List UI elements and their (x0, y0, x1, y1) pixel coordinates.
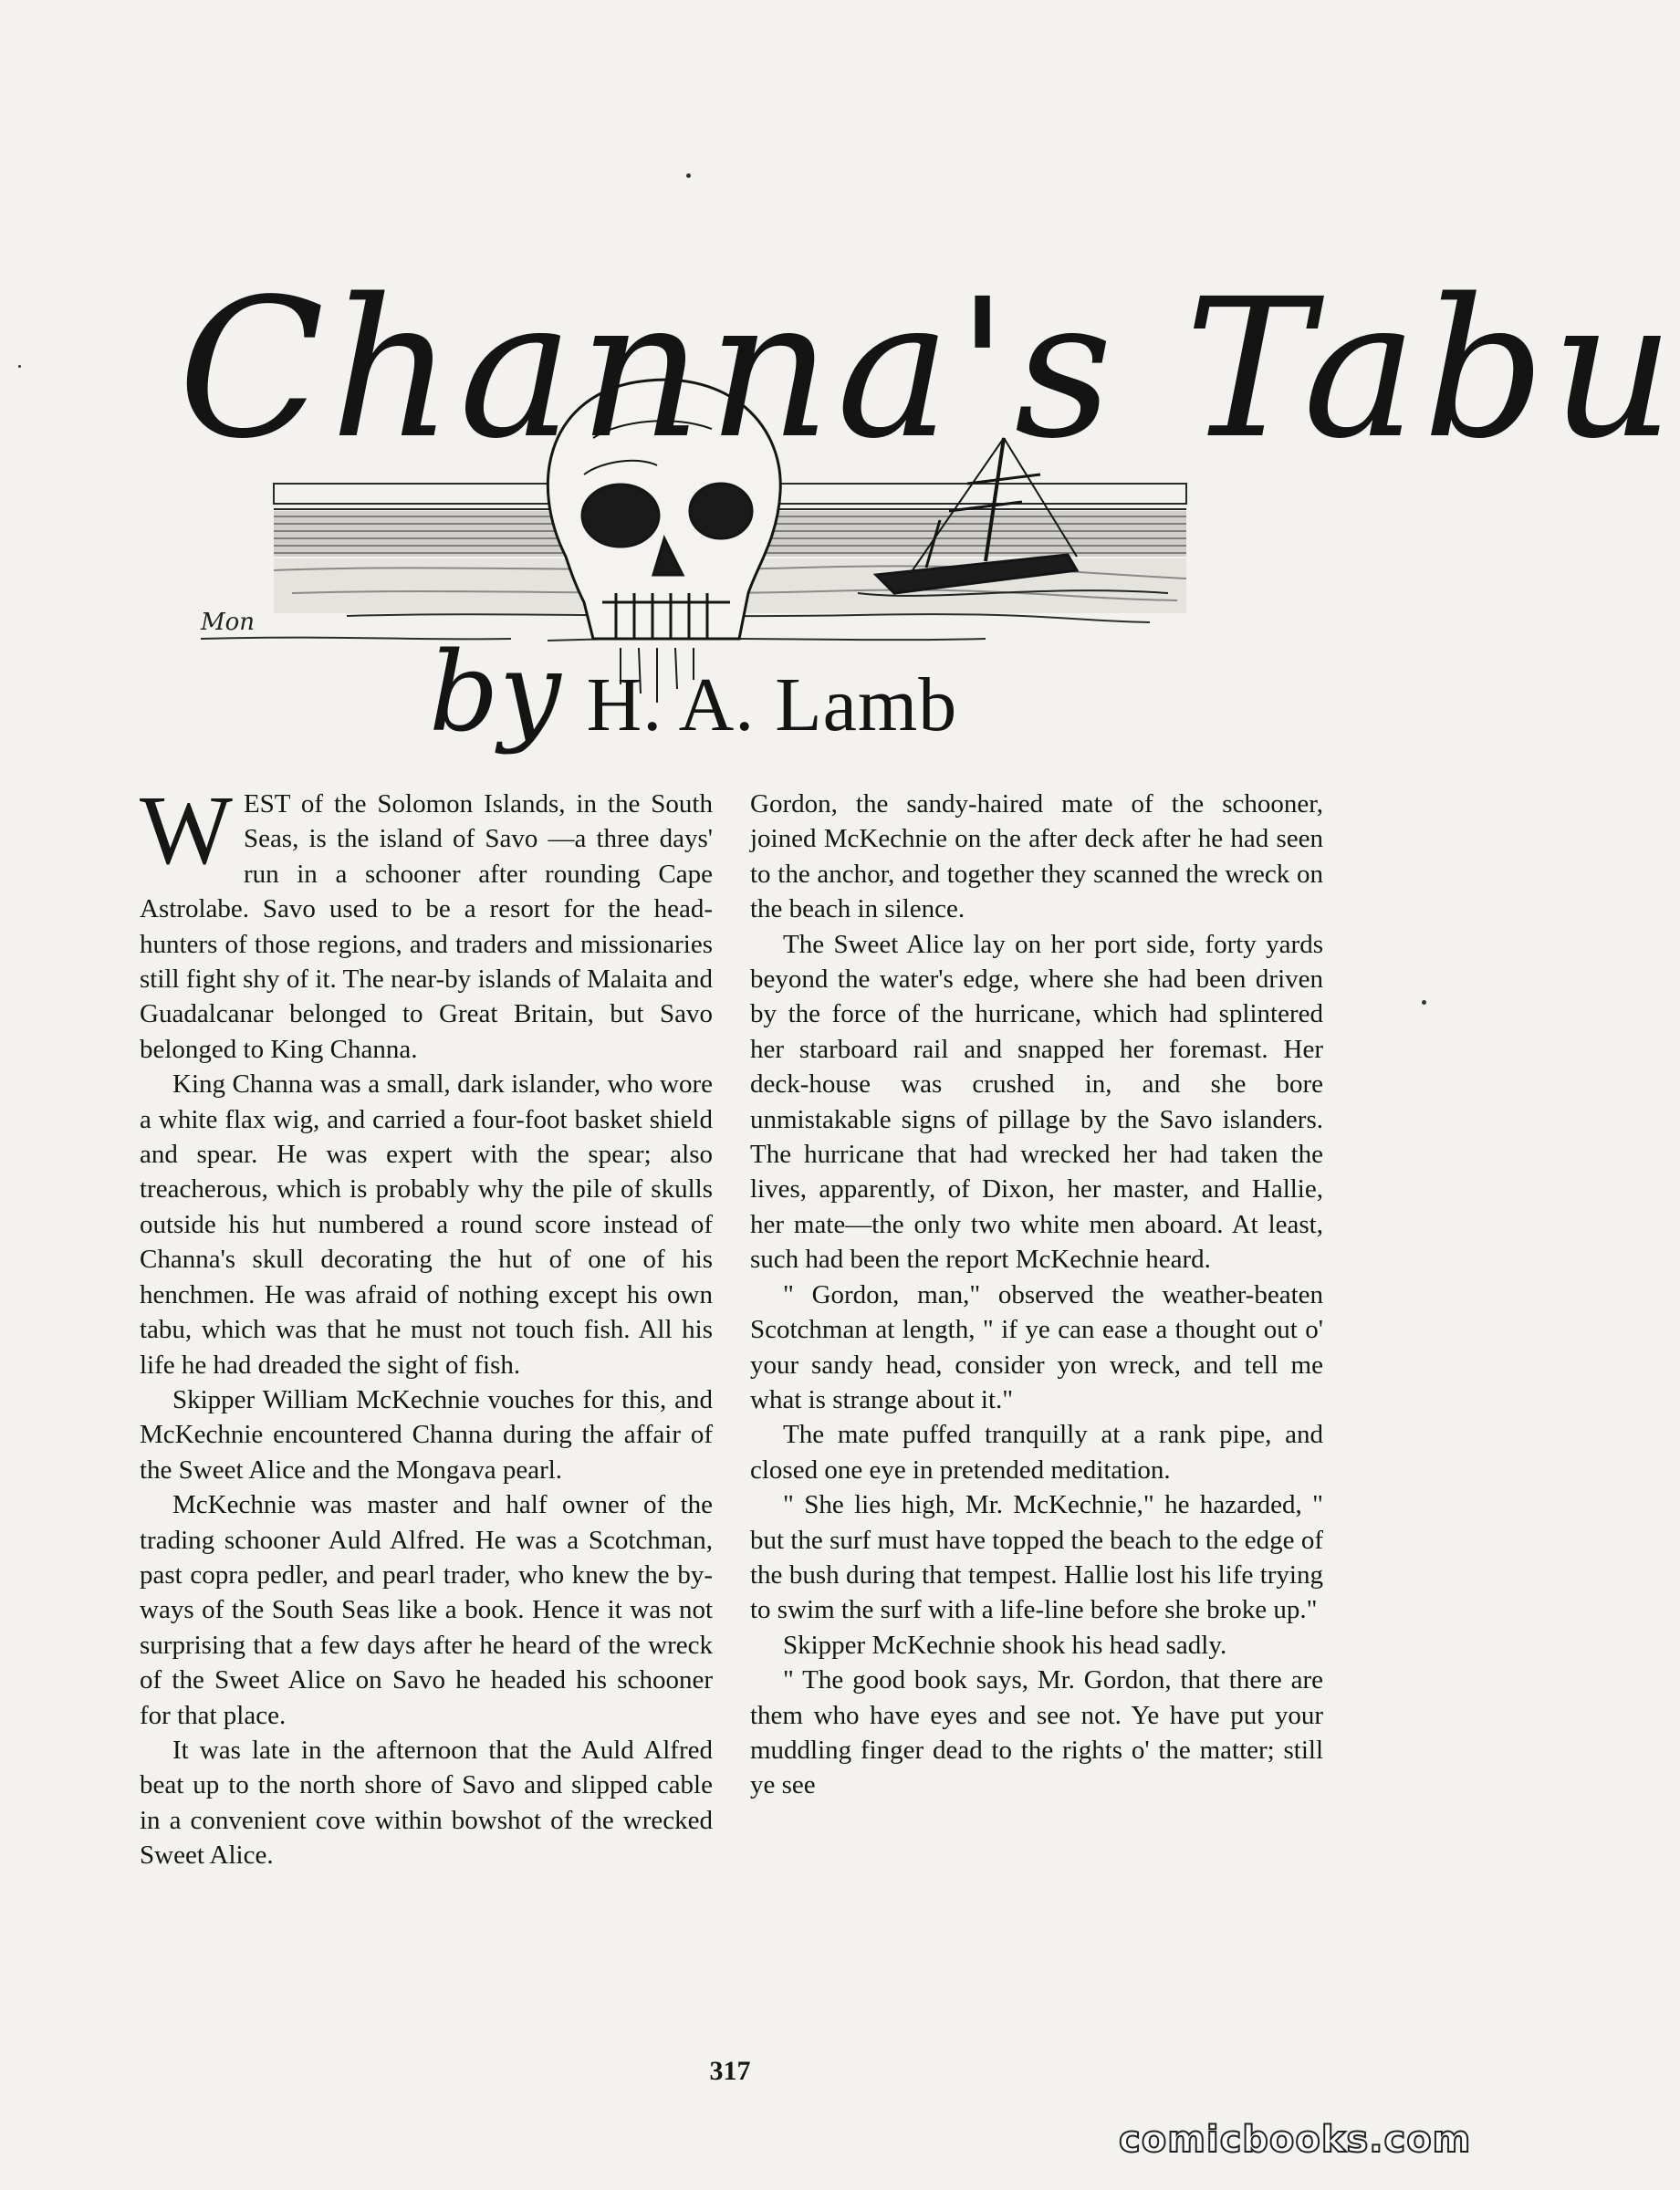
artist-signature: Mon (201, 609, 256, 636)
article-title: Channa's Tabu (178, 257, 1680, 481)
paragraph-text: EST of the Solomon Islands, in the South Seas, is the island of Savo —a three days' run in a schooner after rounding Cape Astrolabe. Savo used to be a resort for the head-hunters of those regions, and traders and missionaries still fight shy of it. The near-by islands of Malaita and Guadalcanar belonged to Great Britain, but Savo belonged to King Channa. (140, 789, 713, 1064)
speck (686, 173, 691, 178)
byline-prefix: by (429, 630, 561, 756)
paragraph: King Channa was a small, dark islander, who wore a white flax wig, and carried a four-foot basket shield and spear. He was expert with the spear; also treacherous, which is probably why the pile of skulls outside his hut numbered a round score instead of Channa's skull decorating the hut of one of his henchmen. He was afraid of nothing except his own tabu, which was that he must not touch fish. All his life he had dreaded the sight of fish. (140, 1069, 713, 1380)
page-number: 317 (709, 2056, 751, 2086)
paragraph: Skipper McKechnie shook his head sadly. (783, 1630, 1227, 1660)
drop-cap: W (140, 777, 233, 885)
byline (429, 630, 1068, 766)
right-column (750, 787, 1323, 1803)
speck (1422, 1000, 1426, 1005)
watermark: comicbooks.com (1119, 2119, 1472, 2161)
paragraph: " She lies high, Mr. McKechnie," he hazarded, " but the surf must have topped the beach to the edge of the bush during that tempest. Hallie lost his life trying to swim the surf with a life-line before she broke up." (750, 1490, 1323, 1625)
paragraph: It was late in the afternoon that the Auld Alfred beat up to the north shore of Savo and slipped cable in a convenient cove within bowshot of the wrecked Sweet Alice. (140, 1735, 713, 1871)
paragraph (140, 777, 713, 1067)
paragraph: Skipper William McKechnie vouches for this, and McKechnie encountered Channa during the affair of the Sweet Alice and the Mongava pearl. (140, 1384, 713, 1485)
paragraph: Gordon, the sandy-haired mate of the schooner, joined McKechnie on the after deck after he had seen to the anchor, and together they scanned the wreck on the beach in silence. (750, 789, 1323, 924)
paragraph: The Sweet Alice lay on her port side, forty yards beyond the water's edge, where she had been driven by the force of the hurricane, which had splintered her starboard rail and snapped her foremast. Her deck-house was crushed in, and she bore unmistakable signs of pillage by the Savo islanders. The hurricane that had wrecked her had taken the lives, apparently, of Dixon, her master, and Hallie, her mate—the only two white men aboard. At least, such had been the report McKechnie heard. (750, 929, 1323, 1275)
paragraph: " Gordon, man," observed the weather-beaten Scotchman at length, " if ye can ease a thought out o' your sandy head, consider yon wreck, and tell me what is strange about it." (750, 1279, 1323, 1414)
paragraph: " The good book says, Mr. Gordon, that there are them who have eyes and see not. Ye have put your muddling finger dead to the rights o' the matter; still ye see (750, 1665, 1323, 1800)
paragraph: McKechnie was master and half owner of the trading schooner Auld Alfred. He was a Scotchman, past copra pedler, and pearl trader, who knew the by-ways of the South Seas like a book. Hence it was not surprising that a few days after he heard of the wreck of the Sweet Alice on Savo he headed his schooner for that place. (140, 1490, 713, 1730)
left-column (140, 777, 713, 1873)
speck (18, 365, 21, 368)
author-name: H. A. Lamb (586, 662, 958, 747)
paragraph: The mate puffed tranquilly at a rank pipe, and closed one eye in pretended meditation. (750, 1420, 1323, 1485)
